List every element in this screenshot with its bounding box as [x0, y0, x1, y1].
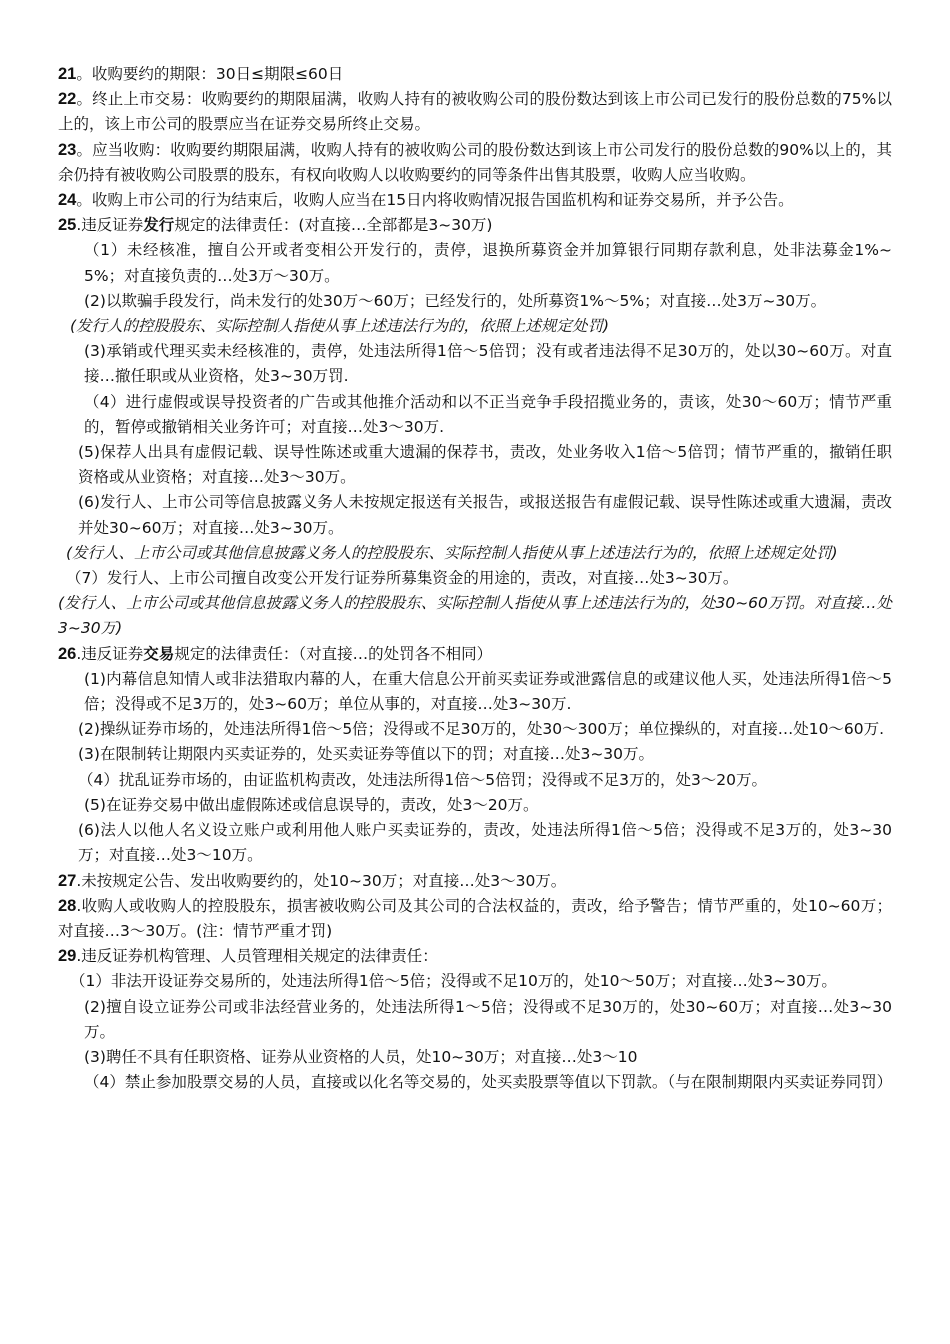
clause-26-item-5: (5)在证券交易中做出虚假陈述或信息误导的，责改，处3～20万。	[84, 795, 539, 814]
clause-26-item-4: （4）扰乱证券市场的，由证监机构责改，处违法所得1倍～5倍罚；没得或不足3万的，处3～20万。	[78, 770, 768, 789]
clause-25-item-7: （7）发行人、上市公司擅自改变公开发行证券所募集资金的用途的，责改，对直接…处3~30万。	[66, 569, 739, 588]
clause-26-item-3: (3)在限制转让期限内买卖证券的，处买卖证券等值以下的罚；对直接…处3~30万。	[78, 745, 655, 764]
clause-text: 。终止上市交易：收购要约的期限届满，收购人持有的被收购公司的股份数达到该上市公司已发行的股份总数的75%以上的，该上市公司的股票应当在证券交易所终止交易。	[58, 90, 892, 134]
clause-text: 。收购要约的期限：30日≤期限≤60日	[76, 65, 344, 83]
clause-28	[58, 894, 892, 944]
clause-25-item-3: (3)承销或代理买卖未经核准的，责停，处违法所得1倍～5倍罚；没有或者违法得不足30万的，处以30~60万。对直接…撤任职或从业资格，处3~30万罚.	[84, 342, 892, 386]
clause-text: 。应当收购：收购要约期限届满，收购人持有的被收购公司的股份数达到该上市公司发行的股份总数的90%以上的，其余仍持有被收购公司股票的股东，有权向收购人以收购要约的同等条件出售其股票，收购人应当收购。	[58, 140, 892, 184]
clause-25-item-1: （1）未经核准，擅自公开或者变相公开发行的，责停，退换所募资金并加算银行同期存款利息，处非法募金1%~5%；对直接负责的…处3万～30万。	[84, 241, 892, 285]
clause-text: .未按规定公告、发出收购要约的，处10~30万；对直接…处3～30万。	[76, 871, 567, 890]
clause-23	[58, 138, 892, 188]
clause-25-item-4: （4）进行虚假或误导投资者的广告或其他推介活动和以不正当竞争手段招揽业务的，责该，处30～60万；情节严重的，暂停或撤销相关业务许可；对直接…处3～30万.	[84, 392, 892, 436]
clause-29-item-1: （1）非法开设证券交易所的，处违法所得1倍～5倍；没得或不足10万的，处10～50万；对直接…处3~30万。	[70, 972, 837, 991]
clause-heading-post: 规定的法律责任：（对直接…的处罚各不相同）	[174, 644, 493, 663]
clause-22	[58, 87, 892, 137]
clause-26-item-2: (2)操纵证券市场的，处违法所得1倍～5倍；没得或不足30万的，处30～300万；单位操纵的，对直接…处10～60万.	[78, 720, 885, 739]
clause-25-note-3: (发行人、上市公司或其他信息披露义务人的控股股东、实际控制人指使从事上述违法行为的，处30~60万罚。对直接…处3~30万)	[58, 594, 892, 638]
clause-29-item-3: (3)聘任不具有任职资格、证券从业资格的人员，处10~30万；对直接…处3～10	[84, 1047, 638, 1066]
clause-number: 24	[58, 191, 77, 210]
clause-29-heading	[58, 944, 892, 969]
clause-26-item-6: (6)法人以他人名义设立账户或利用他人账户买卖证券的，责改，处违法所得1倍～5倍；没得或不足3万的，处3~30万；对直接…处3～10万。	[78, 821, 892, 865]
clause-number: 21	[58, 65, 77, 83]
clause-25-item-5: (5)保荐人出具有虚假记载、误导性陈述或重大遗漏的保荐书，责改，处业务收入1倍～5倍罚；情节严重的，撤销任职资格或从业资格；对直接…处3～30万。	[78, 443, 892, 487]
clause-25-note-1: (发行人的控股股东、实际控制人指使从事上述违法行为的，依照上述规定处罚)	[70, 317, 610, 336]
clause-heading-pre: .违反证券	[76, 216, 144, 235]
clause-number: 25	[58, 216, 77, 235]
clause-26-item-1: (1)内幕信息知情人或非法猎取内幕的人，在重大信息公开前买卖证券或泄露信息的或建议他人买，处违法所得1倍～5倍；没得或不足3万的，处3~60万；单位从事的，对直接…处3~30万.	[84, 669, 892, 714]
clause-number: 22	[58, 90, 77, 109]
clause-25-item-2: (2)以欺骗手段发行，尚未发行的处30万～60万；已经发行的，处所募资1%～5%；对直接…处3万~30万。	[84, 291, 827, 310]
clause-21	[58, 62, 892, 87]
clause-number: 27	[58, 871, 77, 890]
clause-number: 29	[58, 947, 77, 966]
clause-26-heading	[58, 642, 892, 667]
clause-25-heading	[58, 213, 892, 238]
clause-heading-post: 规定的法律责任：(对直接…全部都是3~30万)	[174, 216, 493, 235]
clause-29-item-2: (2)擅自设立证券公司或非法经营业务的，处违法所得1～5倍；没得或不足30万的，处30~60万；对直接…处3~30万。	[84, 997, 892, 1041]
clause-29-item-4: （4）禁止参加股票交易的人员，直接或以化名等交易的，处买卖股票等值以下罚款。（与在限制期限内买卖证券同罚）	[84, 1073, 893, 1092]
clause-25-item-6: (6)发行人、上市公司等信息披露义务人未按规定报送有关报告，或报送报告有虚假记载、误导性陈述或重大遗漏，责改并处30~60万；对直接…处3~30万。	[78, 493, 892, 537]
clause-25-note-2: (发行人、上市公司或其他信息披露义务人的控股股东、实际控制人指使从事上述违法行为的，依照上述规定处罚)	[66, 543, 838, 562]
clause-number: 26	[58, 644, 77, 663]
clause-number: 23	[58, 140, 77, 159]
clause-number: 28	[58, 896, 77, 915]
clause-24	[58, 188, 892, 213]
clause-keyword: 交易	[143, 644, 175, 663]
clause-text: .收购人或收购人的控股股东，损害被收购公司及其公司的合法权益的，责改，给予警告；情节严重的，处10~60万；对直接…3～30万。(注：情节严重才罚)	[58, 896, 892, 940]
clause-text: 。收购上市公司的行为结束后，收购人应当在15日内将收购情况报告国监机构和证券交易所，并予公告。	[76, 191, 794, 210]
clause-heading-pre: .违反证券	[76, 644, 144, 663]
clause-keyword: 发行	[143, 216, 175, 235]
clause-27	[58, 869, 892, 894]
clause-text: .违反证券机构管理、人员管理相关规定的法律责任：	[76, 947, 438, 966]
